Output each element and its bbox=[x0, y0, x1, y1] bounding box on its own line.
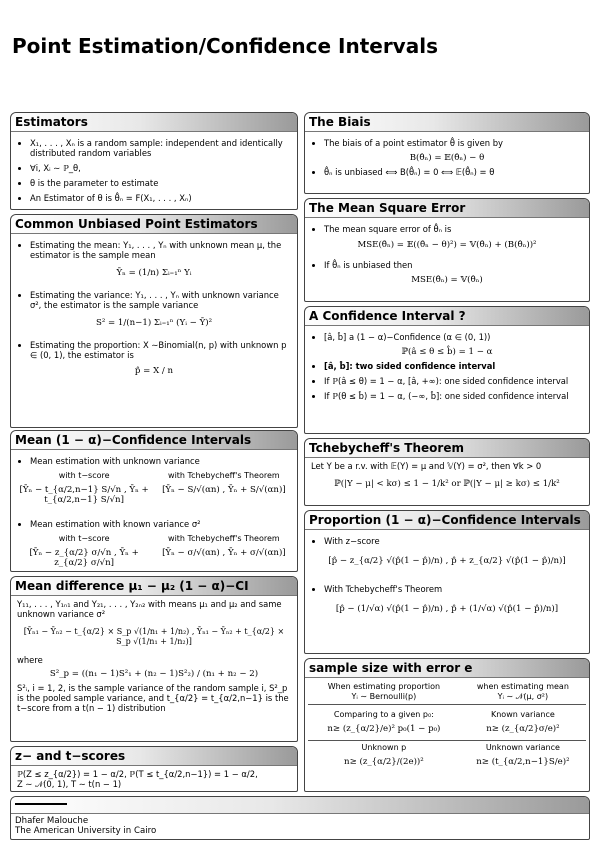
bias-box bbox=[304, 112, 590, 194]
mean-difference-intro: Y₁₁, . . . , Y₁ₙ₁ and Y₂₁, . . . , Y₂ₙ₂ with means μ₁ and μ₂ and same unknown variance σ² bbox=[17, 599, 282, 619]
unknown-variance-eq: n≥ (t_{α/2,n−1}S/e)² bbox=[476, 757, 570, 767]
t-score-label: with t−score bbox=[58, 471, 110, 480]
tchebycheff-text: Let Y be a r.v. with 𝔼(Y) = μ and 𝕍(Y) = σ², then ∀k > 0 bbox=[311, 461, 542, 471]
confidence-interval-box bbox=[304, 306, 590, 434]
proportion-z-interval: [p̂ − z_{α/2} √(p̂(1 − p̂)/n) , p̂ + z_{α/2} √(p̂(1 − p̂)/n)] bbox=[328, 556, 566, 566]
bias-definition: • The biais of a point estimator θ̂ is given by bbox=[324, 138, 583, 148]
unknown-p-label: Unknown p bbox=[361, 743, 407, 752]
col-proportion-title: When estimating proportion bbox=[327, 682, 441, 691]
estimators-item: • X₁, . . . , Xₙ is a random sample: independent and identically distributed random variables bbox=[30, 138, 291, 158]
tchebycheff-label: with Tchebycheff's Theorem bbox=[168, 471, 280, 480]
variance-estimator-eq: S² = 1/(n−1) Σᵢ₌₁ⁿ (Yᵢ − Ȳ)² bbox=[95, 318, 213, 328]
ci-one-sided-upper: • If ℙ(θ ≤ b̂) = 1 − α, (−∞, b̂]: one sided confidence interval bbox=[324, 391, 583, 401]
author-affiliation: The American University in Cairo bbox=[15, 826, 157, 836]
scores-line: ℙ(Z ≤ z_{α/2}) = 1 − α/2, ℙ(T ≤ t_{α/2,n−1}) = 1 − α/2, bbox=[17, 769, 258, 779]
sample-size-table bbox=[308, 680, 586, 773]
ci-definition: • [â, b̂] a (1 − α)−Confidence (α ∈ (0, 1)) bbox=[324, 332, 583, 342]
estimators-item: • An Estimator of θ is θ̂ₙ = F(X₁, . . . , Xₙ) bbox=[30, 193, 291, 203]
mean-ci-box bbox=[10, 430, 298, 572]
scores-header: z− and t−scores bbox=[11, 747, 297, 766]
author-name: Dhafer Malouche bbox=[15, 816, 89, 826]
proportion-estimator-eq: p̂ = X / n bbox=[134, 366, 174, 376]
unbiased-definition: • θ̂ₙ is unbiased ⟺ B(θ̂ₙ) = 0 ⟺ 𝔼(θ̂ₙ) = θ bbox=[324, 167, 583, 177]
mean-difference-box bbox=[10, 576, 298, 742]
sample-size-box bbox=[304, 658, 590, 792]
known-variance-text: • Mean estimation with known variance σ² bbox=[30, 519, 291, 529]
col-proportion-sub: Yᵢ ∼ Bernoulli(p) bbox=[351, 692, 417, 701]
mean-difference-note: S²ᵢ, i = 1, 2, is the sample variance of the random sample i, S²_p is the pooled sample variance, and t_{α/2} = t_{α/2,n−1} is the t−score from a t(n − 1) distribution bbox=[17, 683, 289, 713]
col-mean-sub: Yᵢ ∼ 𝒩(μ, σ²) bbox=[497, 692, 549, 701]
mse-header: The Mean Square Error bbox=[305, 199, 589, 218]
estimators-header: Estimators bbox=[11, 113, 297, 132]
mean-estimator-eq: Ȳₙ = (1/n) Σᵢ₌₁ⁿ Yᵢ bbox=[116, 268, 192, 278]
variance-estimator-text: • Estimating the variance: Y₁, . . . , Yₙ with unknown variance σ², the estimator is the sample variance bbox=[30, 290, 291, 310]
bias-eq: B(θ̂ₙ) = 𝔼(θ̂ₙ) − θ bbox=[409, 153, 485, 163]
z-score-interval: [Ȳₙ − z_{α/2} σ/√n , Ȳₙ + z_{α/2} σ/√n] bbox=[29, 548, 139, 568]
scores-box bbox=[10, 746, 298, 792]
mse-definition: • The mean square error of θ̂ₙ is bbox=[324, 224, 583, 234]
mse-eq: MSE(θ̂ₙ) = 𝔼((θ̂ₙ − θ)²) = 𝕍(θ̂ₙ) + (B(θ̂ₙ))² bbox=[357, 240, 537, 250]
tchebycheff-eq: ℙ(|Y − μ| < kσ) ≤ 1 − 1/k² or ℙ(|Y − μ| ≥ kσ) ≤ 1/k² bbox=[334, 479, 560, 489]
mean-estimator-text: • Estimating the mean: Y₁, . . . , Yₙ with unknown mean μ, the estimator is the sample mean bbox=[30, 240, 291, 260]
proportion-cheb-interval: [p̂ − (1/√α) √(p̂(1 − p̂)/n) , p̂ + (1/√α) √(p̂(1 − p̂)/n)] bbox=[335, 604, 559, 614]
ci-one-sided-lower: • If ℙ(â ≤ θ) = 1 − α, [â, +∞): one sided confidence interval bbox=[324, 376, 583, 386]
proportion-cheb-label: • With Tchebycheff's Theorem bbox=[324, 584, 583, 594]
tchebycheff-box bbox=[304, 438, 590, 506]
estimators-item: • θ is the parameter to estimate bbox=[30, 178, 291, 188]
given-p0-label: Comparing to a given p₀: bbox=[333, 710, 434, 719]
ci-eq: ℙ(â ≤ θ ≤ b̂) = 1 − α bbox=[401, 347, 493, 357]
footer-bar bbox=[11, 797, 589, 814]
t-score-interval: [Ȳₙ − t_{α/2,n−1} S/√n , Ȳₙ + t_{α/2,n−1} S/√n] bbox=[19, 485, 149, 505]
z-score-label: with t−score bbox=[58, 534, 110, 543]
proportion-estimator-text: • Estimating the proportion: X ∼Binomial(n, p) with unknown p ∈ (0, 1), the estimator is bbox=[30, 340, 291, 360]
tchebycheff-label-2: with Tchebycheff's Theorem bbox=[168, 534, 280, 543]
mean-difference-header: Mean difference μ₁ − μ₂ (1 − α)−CI bbox=[11, 577, 297, 596]
confidence-interval-header: A Confidence Interval ? bbox=[305, 307, 589, 326]
mse-unbiased-text: • If θ̂ₙ is unbiased then bbox=[324, 260, 583, 270]
mean-ci-header: Mean (1 − α)−Confidence Intervals bbox=[11, 431, 297, 450]
col-mean-title: when estimating mean bbox=[476, 682, 569, 691]
given-p0-eq: n≥ (z_{α/2}/e)² p₀(1 − p₀) bbox=[327, 724, 441, 734]
known-variance-label: Known variance bbox=[490, 710, 555, 719]
unknown-variance-label: Unknown variance bbox=[485, 743, 560, 752]
known-variance-eq: n≥ (z_{α/2}σ/e)² bbox=[486, 724, 560, 734]
bias-header: The Biais bbox=[305, 113, 589, 132]
mse-box bbox=[304, 198, 590, 302]
scores-line: Z ∼ 𝒩(0, 1), T ∼ t(n − 1) bbox=[17, 779, 122, 789]
proportion-z-label: • With z−score bbox=[324, 536, 583, 546]
sample-size-header: sample size with error e bbox=[305, 659, 589, 678]
unbiased-box bbox=[10, 214, 298, 428]
mse-unbiased-eq: MSE(θ̂ₙ) = 𝕍(θ̂ₙ) bbox=[411, 275, 483, 285]
unknown-p-eq: n≥ (z_{α/2}/(2e))² bbox=[344, 757, 424, 767]
estimators-item: • ∀i, Xᵢ ∼ ℙ_θ, bbox=[30, 163, 291, 173]
footer-rule bbox=[15, 803, 67, 805]
unbiased-header: Common Unbiased Point Estimators bbox=[11, 215, 297, 234]
pooled-variance-eq: S²_p = ((n₁ − 1)S²₁ + (n₂ − 1)S²₂) / (n₁ + n₂ − 2) bbox=[49, 669, 259, 679]
proportion-ci-box bbox=[304, 510, 590, 654]
proportion-ci-header: Proportion (1 − α)−Confidence Intervals bbox=[305, 511, 589, 530]
page-title: Point Estimation/Confidence Intervals bbox=[12, 34, 438, 58]
mean-difference-interval: [Ȳₙ₁ − Ȳₙ₂ − t_{α/2} × S_p √(1/n₁ + 1/n₂) , Ȳₙ₁ − Ȳₙ₂ + t_{α/2} × S_p √(1/n₁ + 1/n₂)] bbox=[23, 627, 285, 646]
where-label: where bbox=[17, 655, 43, 665]
tchebycheff-interval: [Ȳₙ − S/√(αn) , Ȳₙ + S/√(αn)] bbox=[162, 485, 286, 495]
estimators-box bbox=[10, 112, 298, 210]
unknown-variance-text: • Mean estimation with unknown variance bbox=[30, 456, 291, 466]
author-footer bbox=[10, 796, 590, 840]
tchebycheff-header: Tchebycheff's Theorem bbox=[305, 439, 589, 458]
tchebycheff-interval-2: [Ȳₙ − σ/√(αn) , Ȳₙ + σ/√(αn)] bbox=[162, 548, 286, 558]
ci-two-sided: • [â, b̂]: two sided confidence interval bbox=[324, 361, 583, 371]
